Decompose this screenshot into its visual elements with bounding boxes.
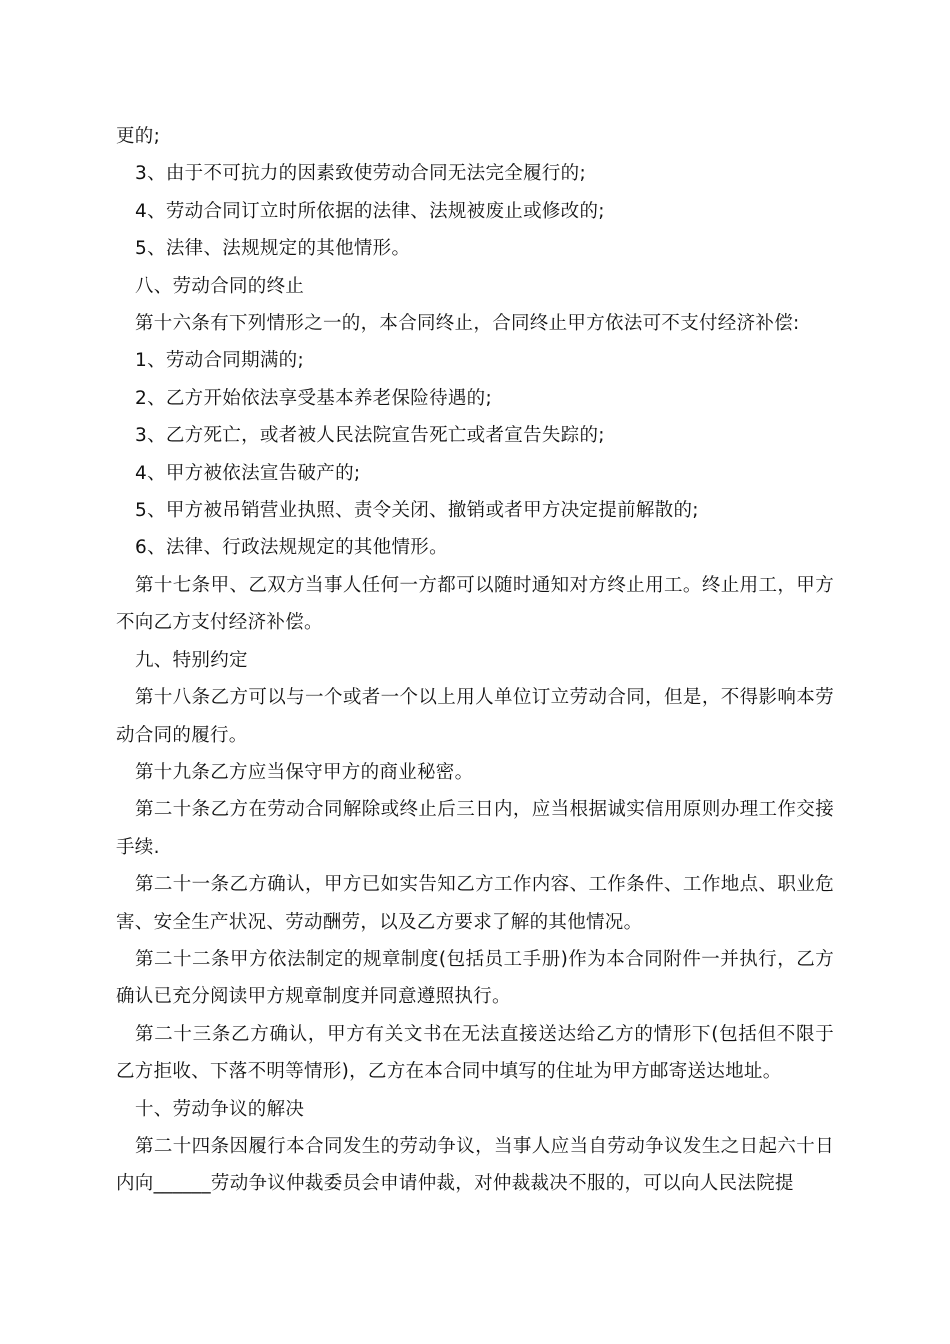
article-23: 第二十三条乙方确认，甲方有关文书在无法直接送达给乙方的情形下(包括但不限于乙方拒收、下落不明等情形)，乙方在本合同中填写的住址为甲方邮寄送达地址。 [116, 1023, 834, 1083]
article-16-item-2: 2、乙方开始依法享受基本养老保险待遇的; [135, 387, 493, 409]
article-16-item-5: 5、甲方被吊销营业执照、责令关闭、撤销或者甲方决定提前解散的; [135, 500, 699, 522]
article-16-item-3: 3、乙方死亡，或者被人民法院宣告死亡或者宣告失踪的; [135, 425, 605, 447]
paragraph-item-5-other: 5、法律、法规规定的其他情形。 [135, 238, 411, 260]
section-heading-special-terms: 九、特别约定 [135, 649, 248, 671]
article-22: 第二十二条甲方依法制定的规章制度(包括员工手册)作为本合同附件一并执行，乙方确认已充分阅读甲方规章制度并同意遵照执行。 [116, 948, 834, 1008]
article-16-item-1: 1、劳动合同期满的; [135, 350, 305, 372]
article-16-item-6: 6、法律、行政法规规定的其他情形。 [135, 537, 448, 559]
paragraph-item-4-law-change: 4、劳动合同订立时所依据的法律、法规被废止或修改的; [135, 200, 605, 222]
section-heading-termination: 八、劳动合同的终止 [135, 275, 305, 297]
document-body [116, 118, 834, 1203]
article-20: 第二十条乙方在劳动合同解除或终止后三日内，应当根据诚实信用原则办理工作交接手续. [116, 799, 834, 858]
article-19: 第十九条乙方应当保守甲方的商业秘密。 [135, 761, 474, 783]
article-18: 第十八条乙方可以与一个或者一个以上用人单位订立劳动合同，但是，不得影响本劳动合同的履行。 [116, 687, 834, 746]
paragraph-continuation: 更的; [116, 126, 161, 147]
article-24: 第二十四条因履行本合同发生的劳动争议，当事人应当自劳动争议发生之日起六十日内向______劳动争议仲裁委员会申请仲裁，对仲裁裁决不服的，可以向人民法院提 [116, 1135, 834, 1195]
article-16: 第十六条有下列情形之一的，本合同终止，合同终止甲方依法可不支付经济补偿: [135, 313, 800, 335]
paragraph-item-3-force-majeure: 3、由于不可抗力的因素致使劳动合同无法完全履行的; [135, 163, 587, 185]
article-17: 第十七条甲、乙双方当事人任何一方都可以随时通知对方终止用工。终止用工，甲方不向乙方支付经济补偿。 [116, 574, 834, 634]
article-16-item-4: 4、甲方被依法宣告破产的; [135, 462, 361, 484]
article-21: 第二十一条乙方确认，甲方已如实告知乙方工作内容、工作条件、工作地点、职业危害、安全生产状况、劳动酬劳，以及乙方要求了解的其他情况。 [116, 874, 834, 933]
section-heading-dispute-resolution: 十、劳动争议的解决 [135, 1098, 305, 1120]
